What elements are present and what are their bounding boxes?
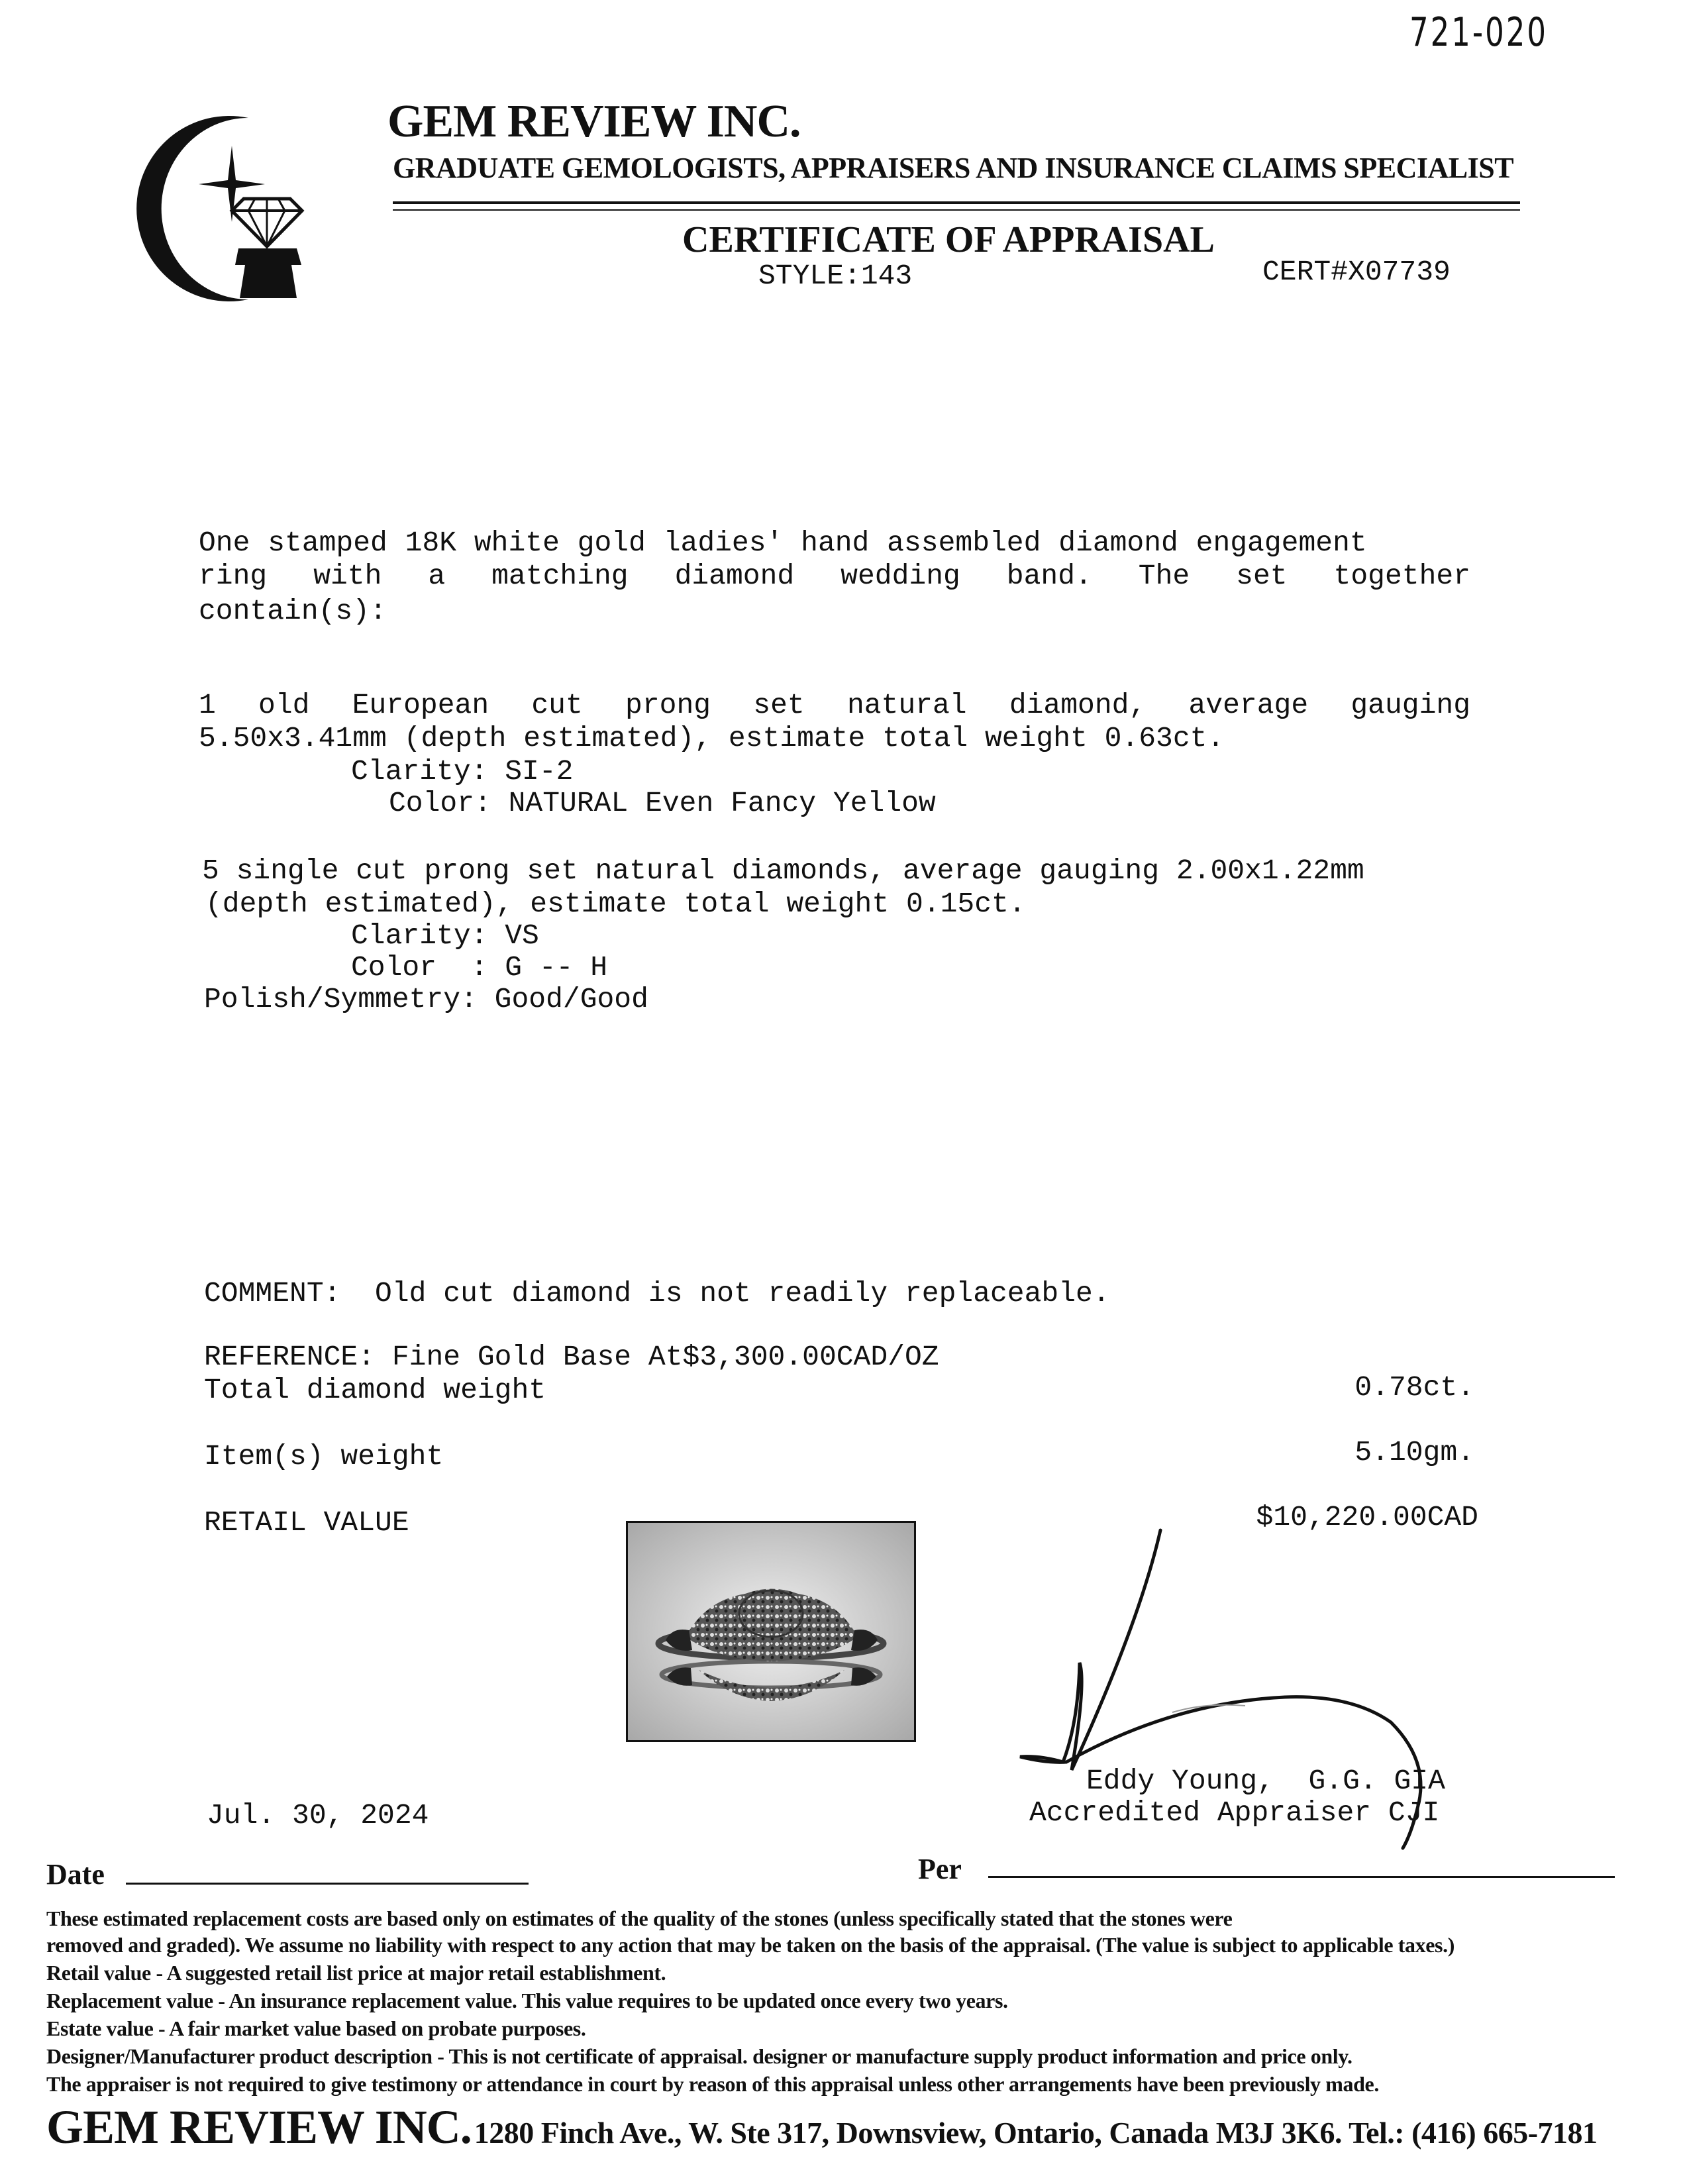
date-line [126, 1883, 529, 1885]
appraiser-title: Accredited Appraiser CJI [1029, 1796, 1440, 1829]
disclaimer-line-4: Replacement value - An insurance replacement value. This value requires to be updated once every two years. [46, 1989, 1008, 2012]
stone1-line-1: 1 old European cut prong set natural diamond, average gauging [199, 689, 1470, 721]
stone1-color: Color: NATURAL Even Fancy Yellow [389, 787, 936, 819]
certificate-title: CERTIFICATE OF APPRAISAL [682, 219, 1215, 260]
diamond-weight-label: Total diamond weight [204, 1374, 546, 1406]
per-label: Per [918, 1853, 962, 1885]
description-line-1: One stamped 18K white gold ladies' hand assembled diamond engagement [199, 527, 1367, 559]
header-rule-2 [393, 209, 1520, 211]
disclaimer-line-5: Estate value - A fair market value based on probate purposes. [46, 2016, 586, 2040]
company-name: GEM REVIEW INC. [387, 96, 801, 147]
retail-value: $10,220.00CAD [1256, 1501, 1478, 1534]
cert-number: CERT#X07739 [1262, 256, 1451, 288]
item-weight-value: 5.10gm. [1354, 1436, 1474, 1469]
appraiser-name: Eddy Young, G.G. GIA [1086, 1765, 1445, 1797]
footer [46, 2100, 1598, 2155]
footer-address: 1280 Finch Ave., W. Ste 317, Downsview, Ontario, Canada M3J 3K6. Tel.: (416) 665-7181 [474, 2116, 1598, 2150]
comment: COMMENT: Old cut diamond is not readily replaceable. [204, 1277, 1110, 1310]
company-tagline: GRADUATE GEMOLOGISTS, APPRAISERS AND INSURANCE CLAIMS SPECIALIST [393, 152, 1514, 184]
description-line-2: ring with a matching diamond wedding band. The set together [199, 560, 1470, 592]
footer-company-name: GEM REVIEW INC. [46, 2101, 472, 2154]
style-number: STYLE:143 [758, 260, 913, 292]
stone2-line-1: 5 single cut prong set natural diamonds, average gauging 2.00x1.22mm [202, 855, 1364, 887]
stone2-clarity: Clarity: VS [351, 919, 539, 952]
disclaimer-line-3: Retail value - A suggested retail list price at major retail establishment. [46, 1961, 666, 1985]
stone1-clarity: Clarity: SI-2 [351, 755, 574, 788]
retail-value-label: RETAIL VALUE [204, 1506, 409, 1539]
ring-photo [626, 1521, 916, 1742]
reference: REFERENCE: Fine Gold Base At$3,300.00CAD/OZ [204, 1341, 939, 1373]
per-line [988, 1876, 1615, 1878]
disclaimer-line-2: removed and graded). We assume no liability with respect to any action that may be taken on the basis of the appraisal. (The value is subject to applicable taxes.) [46, 1933, 1455, 1957]
disclaimer-line-7: The appraiser is not required to give testimony or attendance in court by reason of this appraisal unless other arrangements have been previously made. [46, 2072, 1379, 2096]
date-label: Date [46, 1858, 105, 1891]
stone2-color: Color : G -- H [351, 951, 608, 984]
header-rule-1 [393, 201, 1520, 204]
stone2-line-2: (depth estimated), estimate total weight 0.15ct. [205, 888, 1026, 920]
gem-review-logo-icon [132, 106, 325, 311]
handwritten-ref-number: 721-020 [1409, 9, 1549, 56]
stone1-line-2: 5.50x3.41mm (depth estimated), estimate total weight 0.63ct. [199, 722, 1225, 754]
disclaimer-line-1: These estimated replacement costs are based only on estimates of the quality of the stones (unless specifically stated that the stones were [46, 1906, 1233, 1930]
appraisal-date: Jul. 30, 2024 [207, 1799, 429, 1832]
item-weight-label: Item(s) weight [204, 1440, 444, 1473]
diamond-weight-value: 0.78ct. [1354, 1371, 1474, 1404]
disclaimer-line-6: Designer/Manufacturer product description - This is not certificate of appraisal. designer or manufacture supply product information and price only. [46, 2044, 1353, 2068]
description-line-3: contain(s): [199, 595, 387, 627]
stone2-polish-symmetry: Polish/Symmetry: Good/Good [204, 983, 648, 1015]
